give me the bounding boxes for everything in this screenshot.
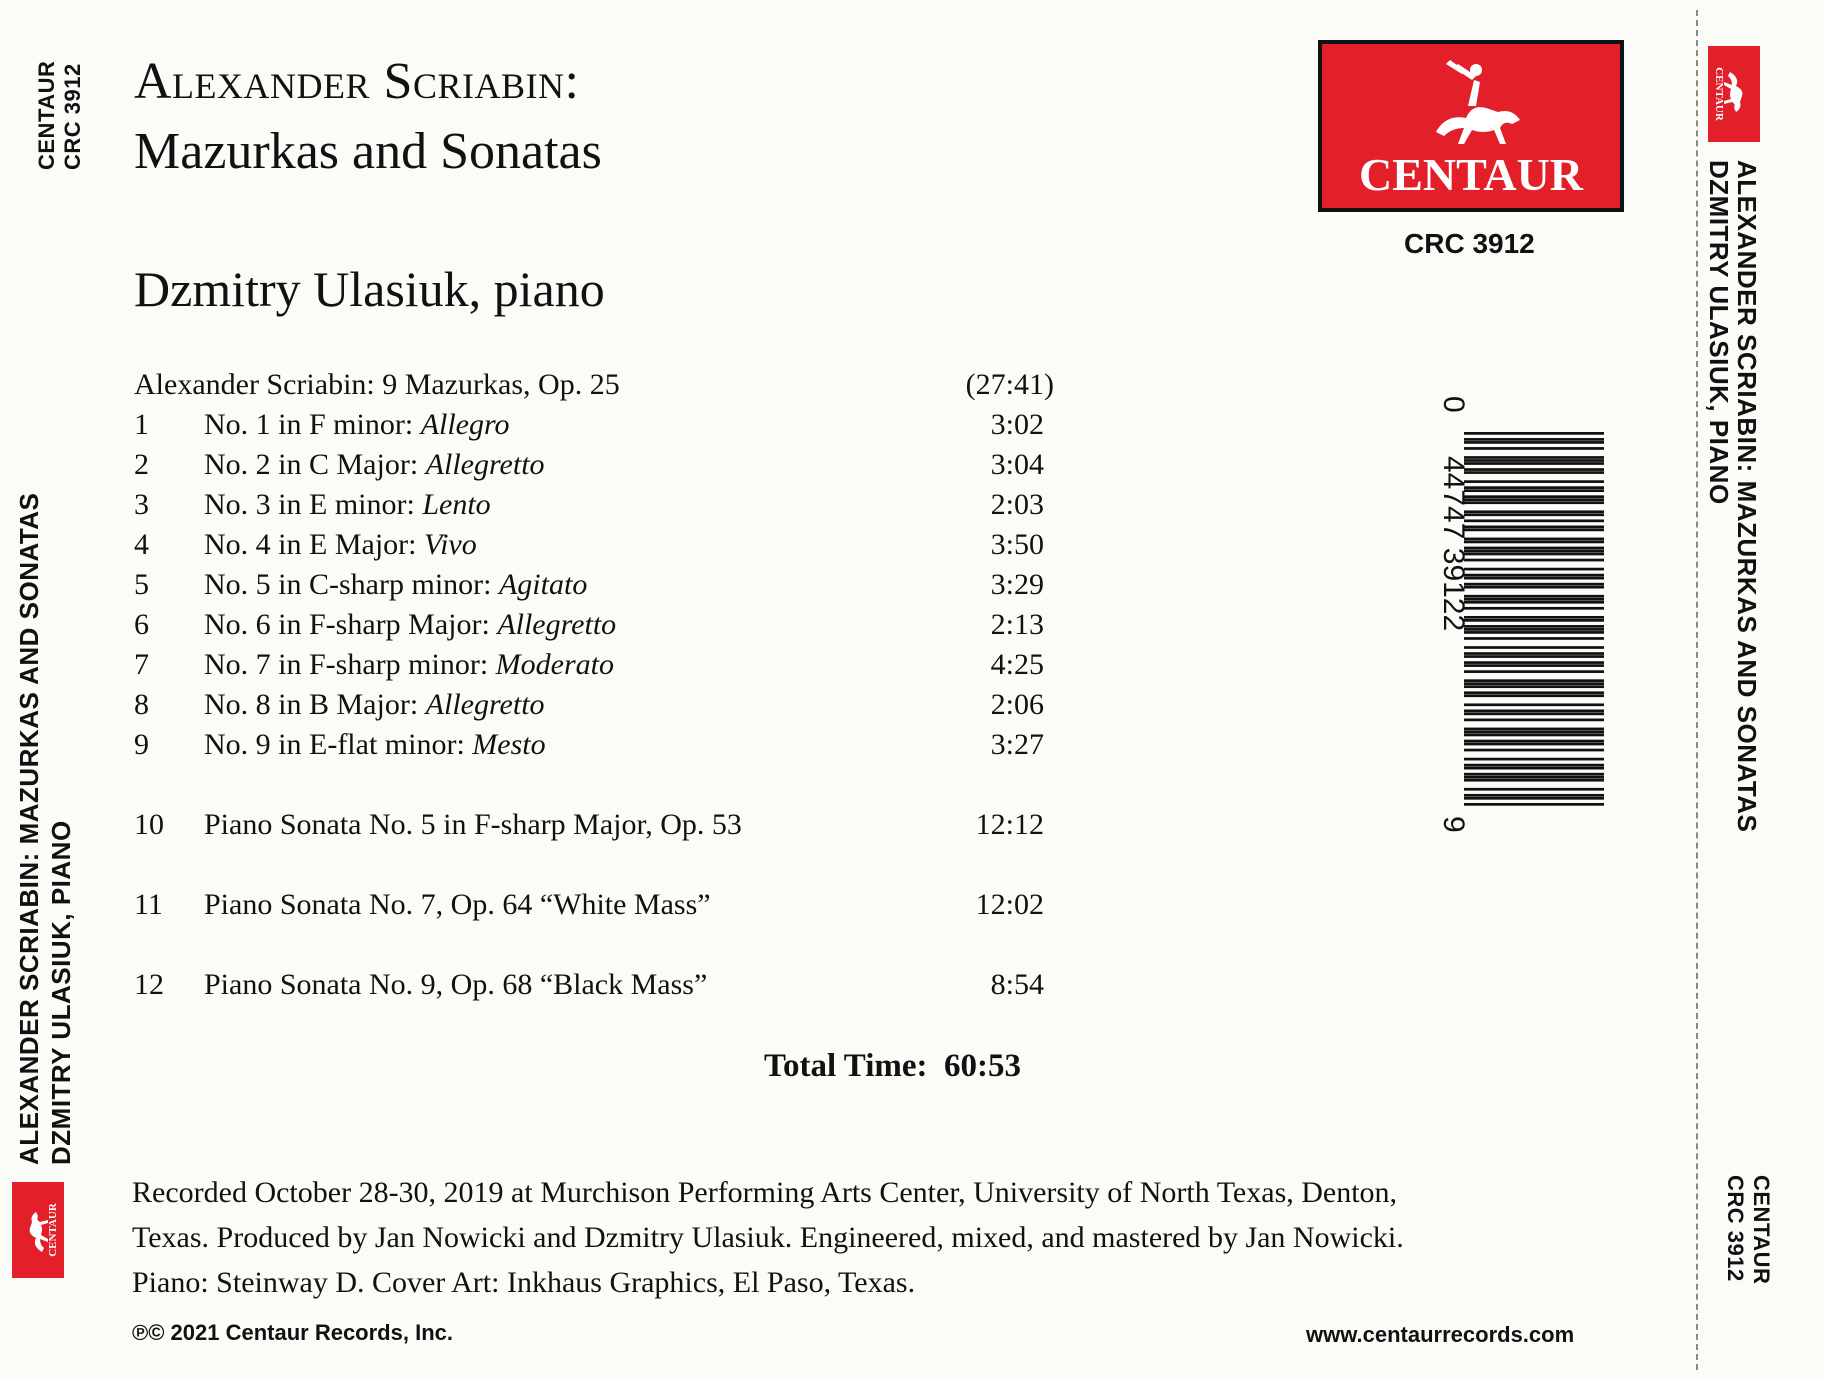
track-title: No. 1 in F minor: Allegro (204, 408, 510, 441)
track-row (134, 648, 1044, 688)
track-number: 9 (134, 728, 149, 761)
barcode-bar (1464, 655, 1604, 658)
centaur-small-logo-right (1708, 46, 1760, 142)
barcode-bar (1464, 538, 1604, 541)
track-title: No. 5 in C-sharp minor: Agitato (204, 568, 588, 601)
track-row (134, 688, 1044, 728)
track-title: No. 9 in E-flat minor: Mesto (204, 728, 546, 761)
track-number: 8 (134, 688, 149, 721)
centaur-small-logo-left (12, 1182, 64, 1278)
barcode-bar (1464, 694, 1604, 697)
barcode-bar (1464, 679, 1604, 682)
performer: Dzmitry Ulasiuk, piano (134, 261, 605, 317)
barcode-digits-main: 44747 39122 (1437, 456, 1470, 632)
barcode-bar (1464, 631, 1604, 634)
barcode-bar (1464, 468, 1604, 471)
barcode-bar (1464, 513, 1604, 516)
barcode-bar (1464, 459, 1604, 462)
barcode-bar (1464, 646, 1604, 649)
barcode-bar (1464, 541, 1604, 544)
track-row (134, 568, 1044, 608)
track-time: 12:12 (975, 808, 1044, 841)
right-spine-title: ALEXANDER SCRIABIN: MAZURKAS AND SONATAS (1732, 160, 1762, 833)
track-time: 3:02 (990, 408, 1044, 441)
barcode-bar (1464, 764, 1604, 767)
barcode-bar (1464, 550, 1604, 553)
barcode-bar (1464, 601, 1604, 604)
barcode-digit-bottom: 9 (1437, 816, 1470, 833)
track-number: 12 (134, 968, 164, 1001)
spine-brand: CENTAUR (34, 60, 59, 170)
barcode-bar (1464, 728, 1604, 731)
barcode-bar (1464, 652, 1604, 655)
barcode-bar (1464, 709, 1604, 712)
right-spine-brand: CENTAUR (1749, 1175, 1774, 1285)
barcode-bar (1464, 758, 1604, 761)
barcode-digit-top: 0 (1437, 396, 1470, 413)
track-time: 2:06 (990, 688, 1044, 721)
website-link[interactable]: www.centaurrecords.com (1306, 1322, 1575, 1347)
track-title: Piano Sonata No. 7, Op. 64 “White Mass” (204, 888, 711, 921)
track-title: No. 7 in F-sharp minor: Moderato (204, 648, 614, 681)
track-number: 2 (134, 448, 149, 481)
album-title: Mazurkas and Sonatas (134, 123, 602, 180)
barcode-bar (1464, 568, 1604, 571)
barcode-bar (1464, 577, 1604, 580)
barcode-bar (1464, 773, 1604, 776)
barcode-bar (1464, 586, 1604, 589)
svg-text:CENTAUR: CENTAUR (1713, 67, 1725, 121)
barcode-bar (1464, 489, 1604, 492)
track-time: 8:54 (990, 968, 1044, 1001)
barcode-bar (1464, 501, 1604, 504)
track-time: 4:25 (990, 648, 1044, 681)
barcode-bar (1464, 471, 1604, 474)
track-time: 2:13 (990, 608, 1044, 641)
track-number: 1 (134, 408, 149, 441)
barcode (1430, 396, 1608, 844)
credits-line-3: Piano: Steinway D. Cover Art: Inkhaus Graphics, El Paso, Texas. (132, 1266, 916, 1299)
barcode-bar (1464, 595, 1604, 598)
barcode-bar (1464, 731, 1604, 734)
barcode-bar (1464, 685, 1604, 688)
track-number: 5 (134, 568, 149, 601)
track-time: 3:50 (990, 528, 1044, 561)
track-tempo: Allegretto (497, 608, 617, 641)
barcode-bar (1464, 740, 1604, 743)
track-row (134, 488, 1044, 528)
total-time: Total Time: 60:53 (764, 1048, 1022, 1084)
barcode-bar (1464, 607, 1604, 610)
track-tempo: Allegretto (425, 448, 545, 481)
credits (132, 1170, 1602, 1305)
track-number: 4 (134, 528, 149, 561)
fold-line (1696, 10, 1698, 1370)
barcode-bar (1464, 628, 1604, 631)
barcode-bar (1464, 625, 1604, 628)
track-tempo: Lento (422, 488, 491, 521)
track-tempo: Mesto (472, 728, 546, 761)
barcode-bar (1464, 788, 1604, 791)
barcode-bar (1464, 529, 1604, 532)
barcode-bar (1464, 749, 1604, 752)
barcode-bar (1464, 661, 1604, 664)
track-time: 12:02 (975, 888, 1044, 921)
track-title: No. 2 in C Major: Allegretto (204, 448, 545, 481)
track-tempo: Vivo (423, 528, 477, 561)
barcode-bar (1464, 547, 1604, 550)
barcode-bar (1464, 447, 1604, 450)
barcode-bar (1464, 691, 1604, 694)
right-spine-catalog-number: CRC 3912 (1723, 1175, 1748, 1282)
track-row (134, 408, 1044, 448)
track-title: No. 6 in F-sharp Major: Allegretto (204, 608, 617, 641)
svg-text:CENTAUR: CENTAUR (47, 1203, 59, 1257)
track-title: No. 4 in E Major: Vivo (204, 528, 477, 561)
track-number: 10 (134, 808, 164, 841)
track-row (134, 808, 1044, 848)
track-row (134, 448, 1044, 488)
group-title: Alexander Scriabin: 9 Mazurkas, Op. 25 (134, 368, 620, 401)
barcode-bar (1464, 797, 1604, 800)
track-number: 3 (134, 488, 149, 521)
spine-catalog-top (20, 40, 85, 170)
barcode-bar (1464, 480, 1604, 483)
track-number: 7 (134, 648, 149, 681)
track-title: No. 3 in E minor: Lento (204, 488, 491, 521)
barcode-bar (1464, 682, 1604, 685)
track-row (134, 888, 1044, 928)
barcode-bar (1464, 553, 1604, 556)
barcode-bar (1464, 498, 1604, 501)
spine-catalog-number: CRC 3912 (60, 63, 85, 170)
track-time: 3:29 (990, 568, 1044, 601)
group-header (134, 368, 1054, 408)
barcode-bar (1464, 432, 1604, 435)
spine-performer: DZMITRY ULASIUK, PIANO (46, 820, 76, 1165)
track-title: Piano Sonata No. 5 in F-sharp Major, Op. 53 (204, 808, 742, 841)
barcode-bar (1464, 456, 1604, 459)
barcode-bar (1464, 619, 1604, 622)
barcode-bar (1464, 510, 1604, 513)
track-time: 2:03 (990, 488, 1044, 521)
barcode-bar (1464, 767, 1604, 770)
track-tempo: Allegretto (425, 688, 545, 721)
credits-line-2: Texas. Produced by Jan Nowicki and Dzmitry Ulasiuk. Engineered, mixed, and mastered by Jan Nowicki. (132, 1221, 1404, 1254)
barcode-bar (1464, 441, 1604, 444)
track-time: 3:27 (990, 728, 1044, 761)
barcode-bar (1464, 559, 1604, 562)
track-title: Piano Sonata No. 9, Op. 68 “Black Mass” (204, 968, 708, 1001)
barcode-bar (1464, 616, 1604, 619)
barcode-bar (1464, 574, 1604, 577)
barcode-bar (1464, 462, 1604, 465)
right-spine-performer: DZMITRY ULASIUK, PIANO (1704, 160, 1734, 505)
barcode-bar (1464, 664, 1604, 667)
left-spine (0, 0, 85, 1380)
track-tempo: Allegro (420, 408, 510, 441)
barcode-bar (1464, 776, 1604, 779)
track-number: 11 (134, 888, 163, 921)
barcode-bar (1464, 779, 1604, 782)
track-number: 6 (134, 608, 149, 641)
barcode-bar (1464, 598, 1604, 601)
barcode-bar (1464, 794, 1604, 797)
barcode-bar (1464, 743, 1604, 746)
barcode-bar (1464, 486, 1604, 489)
svg-text:CENTAUR: CENTAUR (1358, 149, 1584, 200)
track-title: No. 8 in B Major: Allegretto (204, 688, 545, 721)
track-row (134, 608, 1044, 648)
barcode-bar (1464, 713, 1604, 716)
barcode-bar (1464, 495, 1604, 498)
barcode-bar (1464, 519, 1604, 522)
track-tempo: Agitato (498, 568, 588, 601)
barcode-bar (1464, 637, 1604, 640)
composer-heading: Alexander Scriabin: (134, 53, 580, 110)
group-time: (27:41) (965, 368, 1054, 401)
track-tempo: Moderato (495, 648, 614, 681)
track-row (134, 528, 1044, 568)
barcode-bar (1464, 670, 1604, 673)
centaur-logo (1318, 40, 1624, 212)
spine-title: ALEXANDER SCRIABIN: MAZURKAS AND SONATAS (14, 492, 44, 1165)
barcode-bar (1464, 703, 1604, 706)
barcode-bar (1464, 803, 1604, 806)
credits-line-1: Recorded October 28-30, 2019 at Murchison Performing Arts Center, University of North Texas, Denton, (132, 1176, 1398, 1209)
track-time: 3:04 (990, 448, 1044, 481)
catalog-number: CRC 3912 (1404, 228, 1535, 259)
barcode-bar (1464, 526, 1604, 529)
barcode-bar (1464, 438, 1604, 441)
copyright: ℗© 2021 Centaur Records, Inc. (132, 1320, 453, 1345)
track-row (134, 968, 1044, 1008)
barcode-bar (1464, 734, 1604, 737)
track-row (134, 728, 1044, 768)
barcode-bar (1464, 583, 1604, 586)
barcode-bar (1464, 719, 1604, 722)
